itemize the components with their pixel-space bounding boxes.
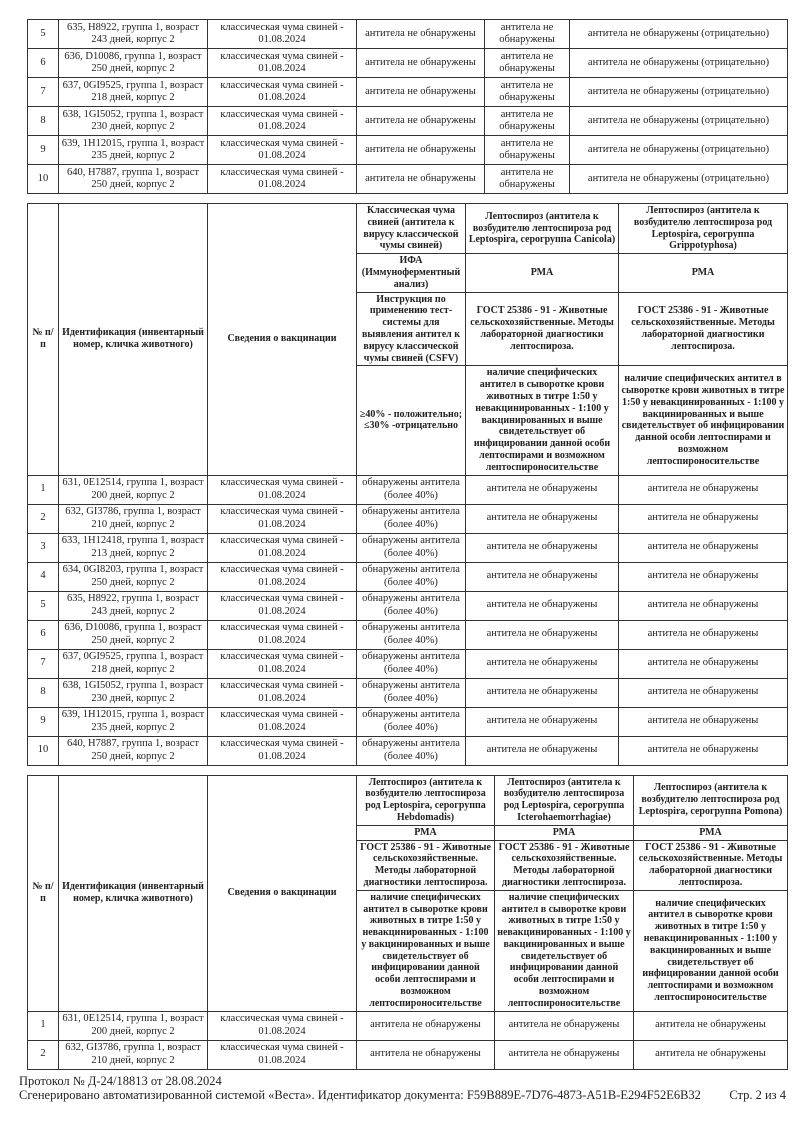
cell-result: антитела не обнаружены (357, 1011, 495, 1040)
results-table-leptospirosis-2 (27, 775, 788, 1070)
cell-vaccination: классическая чума свиней - 01.08.2024 (208, 591, 357, 620)
protocol-number: Протокол № Д-24/18813 от 28.08.2024 (19, 1073, 222, 1088)
table-row (28, 591, 788, 620)
header-standard: Инструкция по применению тест-системы для выявления антител к вирусу классической чумы свиней (CSFV) (357, 292, 466, 366)
header-standard: ГОСТ 25386 - 91 - Животные сельскохозяйственные. Методы лабораторной диагностики лептоспироза. (466, 292, 619, 366)
header-method: РМА (634, 825, 788, 840)
header-disease: Лептоспироз (антитела к возбудителю лептоспироза род Leptospira, серогруппа Pomona) (634, 775, 788, 825)
cell-number: 6 (28, 620, 59, 649)
header-method: РМА (357, 825, 495, 840)
cell-number: 5 (28, 591, 59, 620)
header-standard: ГОСТ 25386 - 91 - Животные сельскохозяйственные. Методы лабораторной диагностики лептоспироза. (634, 840, 788, 890)
cell-vaccination: классическая чума свиней - 01.08.2024 (208, 1011, 357, 1040)
footer-row (19, 1088, 786, 1102)
header-standard: ГОСТ 25386 - 91 - Животные сельскохозяйственные. Методы лабораторной диагностики лептоспироза. (495, 840, 634, 890)
cell-result: антитела не обнаружены (357, 49, 485, 78)
table-row (28, 136, 788, 165)
generated-by-note: Сгенерировано автоматизированной системой «Веста». Идентификатор документа: F59B889E-7D76-4873-A51B-E294F52E6B32 (19, 1087, 701, 1102)
cell-vaccination: классическая чума свиней - 01.08.2024 (208, 78, 357, 107)
results-table-continuation (27, 19, 788, 194)
cell-result: обнаружены антитела (более 40%) (357, 620, 466, 649)
table-row (28, 1040, 788, 1069)
cell-vaccination: классическая чума свиней - 01.08.2024 (208, 707, 357, 736)
cell-result: обнаружены антитела (более 40%) (357, 591, 466, 620)
cell-vaccination: классическая чума свиней - 01.08.2024 (208, 107, 357, 136)
cell-number: 3 (28, 533, 59, 562)
cell-vaccination: классическая чума свиней - 01.08.2024 (208, 533, 357, 562)
cell-result: антитела не обнаружены (466, 649, 619, 678)
cell-identification: 635, H8922, группа 1, возраст 243 дней, корпус 2 (59, 591, 208, 620)
cell-number: 8 (28, 678, 59, 707)
header-criteria: наличие специфических антител в сыворотке крови животных в титре 1:50 у невакцинированных - 1:100 у вакцинированных и выше свидетельствует об инфицировании данной особи лептоспирами и возможном лептоспироносительстве (466, 366, 619, 475)
header-number: № п/п (28, 775, 59, 1011)
cell-vaccination: классическая чума свиней - 01.08.2024 (208, 20, 357, 49)
cell-result: антитела не обнаружены (466, 504, 619, 533)
header-vaccination: Сведения о вакцинации (208, 204, 357, 476)
header-method: РМА (466, 254, 619, 292)
cell-result: антитела не обнаружены (357, 107, 485, 136)
cell-vaccination: классическая чума свиней - 01.08.2024 (208, 620, 357, 649)
cell-result: антитела не обнаружены (619, 475, 788, 504)
header-method: РМА (495, 825, 634, 840)
table-row (28, 649, 788, 678)
cell-result: обнаружены антитела (более 40%) (357, 678, 466, 707)
header-standard: ГОСТ 25386 - 91 - Животные сельскохозяйственные. Методы лабораторной диагностики лептоспироза. (619, 292, 788, 366)
cell-result: антитела не обнаружены (отрицательно) (570, 165, 788, 194)
cell-result: антитела не обнаружены (619, 562, 788, 591)
cell-result: антитела не обнаружены (357, 165, 485, 194)
table-row (28, 107, 788, 136)
header-method: ИФА (Иммуноферментный анализ) (357, 254, 466, 292)
table-row (28, 165, 788, 194)
cell-result: антитела не обнаружены (619, 533, 788, 562)
cell-identification: 632, GI3786, группа 1, возраст 210 дней, корпус 2 (59, 504, 208, 533)
header-method: РМА (619, 254, 788, 292)
table-row (28, 49, 788, 78)
header-criteria: наличие специфических антител в сыворотке крови животных в титре 1:50 у невакцинированных - 1:100 у вакцинированных и выше свидетельствует об инфицировании данной особи лептоспирами и возможном лептоспироносительстве (634, 890, 788, 1011)
cell-result: антитела не обнаружены (485, 49, 570, 78)
table-row (28, 678, 788, 707)
page-number: Стр. 2 из 4 (729, 1087, 786, 1102)
cell-result: антитела не обнаружены (634, 1011, 788, 1040)
cell-result: антитела не обнаружены (отрицательно) (570, 78, 788, 107)
cell-result: антитела не обнаружены (357, 136, 485, 165)
table-row (28, 620, 788, 649)
header-criteria: ≥40% - положительно; ≤30% -отрицательно (357, 366, 466, 475)
cell-result: антитела не обнаружены (619, 504, 788, 533)
cell-result: антитела не обнаружены (619, 707, 788, 736)
cell-number: 1 (28, 1011, 59, 1040)
cell-result: антитела не обнаружены (619, 591, 788, 620)
header-disease: Лептоспироз (антитела к возбудителю лептоспироза род Leptospira, серогруппа Icterohaemorrhagiae) (495, 775, 634, 825)
results-table-csf-leptospirosis (27, 203, 788, 766)
header-disease: Классическая чума свиней (антитела к вирусу классической чумы свиней) (357, 204, 466, 254)
cell-result: антитела не обнаружены (495, 1040, 634, 1069)
cell-number: 7 (28, 78, 59, 107)
cell-result: антитела не обнаружены (619, 649, 788, 678)
cell-result: обнаружены антитела (более 40%) (357, 736, 466, 765)
cell-result: антитела не обнаружены (357, 78, 485, 107)
header-disease: Лептоспироз (антитела к возбудителю лептоспироза род Leptospira, серогруппа Hebdomadis) (357, 775, 495, 825)
cell-result: обнаружены антитела (более 40%) (357, 649, 466, 678)
table-row (28, 533, 788, 562)
cell-number: 8 (28, 107, 59, 136)
page-footer (19, 1074, 786, 1102)
header-criteria: наличие специфических антител в сыворотке крови животных в титре 1:50 у невакцинированных - 1:100 у вакцинированных и выше свидетельствует об инфицировании данной особи лептоспирами и возможном лептоспироносительстве (619, 366, 788, 475)
cell-vaccination: классическая чума свиней - 01.08.2024 (208, 504, 357, 533)
cell-result: антитела не обнаружены (619, 620, 788, 649)
cell-number: 4 (28, 562, 59, 591)
cell-vaccination: классическая чума свиней - 01.08.2024 (208, 649, 357, 678)
cell-number: 2 (28, 504, 59, 533)
cell-result: антитела не обнаружены (485, 78, 570, 107)
table-row (28, 475, 788, 504)
header-criteria: наличие специфических антител в сыворотке крови животных в титре 1:50 у невакцинированных - 1:100 у вакцинированных и выше свидетельствует об инфицировании данной особи лептоспирами и возможном лептоспироносительстве (495, 890, 634, 1011)
cell-result: антитела не обнаружены (466, 475, 619, 504)
cell-result: антитела не обнаружены (466, 736, 619, 765)
cell-identification: 636, D10086, группа 1, возраст 250 дней, корпус 2 (59, 49, 208, 78)
header-identification: Идентификация (инвентарный номер, кличка животного) (59, 204, 208, 476)
cell-number: 5 (28, 20, 59, 49)
cell-result: антитела не обнаружены (466, 678, 619, 707)
cell-result: антитела не обнаружены (466, 620, 619, 649)
cell-identification: 632, GI3786, группа 1, возраст 210 дней, корпус 2 (59, 1040, 208, 1069)
cell-identification: 639, 1H12015, группа 1, возраст 235 дней, корпус 2 (59, 136, 208, 165)
cell-result: антитела не обнаружены (отрицательно) (570, 107, 788, 136)
cell-result: антитела не обнаружены (485, 107, 570, 136)
header-vaccination: Сведения о вакцинации (208, 775, 357, 1011)
cell-vaccination: классическая чума свиней - 01.08.2024 (208, 49, 357, 78)
cell-result: антитела не обнаружены (357, 1040, 495, 1069)
cell-vaccination: классическая чума свиней - 01.08.2024 (208, 736, 357, 765)
cell-identification: 631, 0E12514, группа 1, возраст 200 дней, корпус 2 (59, 475, 208, 504)
table-row (28, 736, 788, 765)
cell-result: антитела не обнаружены (отрицательно) (570, 136, 788, 165)
cell-identification: 638, 1GI5052, группа 1, возраст 230 дней, корпус 2 (59, 678, 208, 707)
header-number: № п/п (28, 204, 59, 476)
cell-identification: 631, 0E12514, группа 1, возраст 200 дней, корпус 2 (59, 1011, 208, 1040)
cell-result: антитела не обнаружены (отрицательно) (570, 20, 788, 49)
cell-result: антитела не обнаружены (отрицательно) (570, 49, 788, 78)
cell-number: 10 (28, 736, 59, 765)
cell-identification: 639, 1H12015, группа 1, возраст 235 дней, корпус 2 (59, 707, 208, 736)
table-row (28, 78, 788, 107)
cell-vaccination: классическая чума свиней - 01.08.2024 (208, 678, 357, 707)
cell-number: 2 (28, 1040, 59, 1069)
cell-identification: 637, 0GI9525, группа 1, возраст 218 дней, корпус 2 (59, 78, 208, 107)
cell-number: 10 (28, 165, 59, 194)
header-criteria: наличие специфических антител в сыворотке крови животных в титре 1:50 у невакцинированных - 1:100 у вакцинированных и выше свидетельствует об инфицировании данной особи лептоспирами и возможном лептоспироносительстве (357, 890, 495, 1011)
cell-result: антитела не обнаружены (466, 533, 619, 562)
cell-result: обнаружены антитела (более 40%) (357, 504, 466, 533)
table-row (28, 707, 788, 736)
cell-identification: 638, 1GI5052, группа 1, возраст 230 дней, корпус 2 (59, 107, 208, 136)
header-standard: ГОСТ 25386 - 91 - Животные сельскохозяйственные. Методы лабораторной диагностики лептоспироза. (357, 840, 495, 890)
cell-number: 9 (28, 707, 59, 736)
table-row (28, 1011, 788, 1040)
header-identification: Идентификация (инвентарный номер, кличка животного) (59, 775, 208, 1011)
cell-result: антитела не обнаружены (357, 20, 485, 49)
table-row (28, 562, 788, 591)
cell-identification: 640, H7887, группа 1, возраст 250 дней, корпус 2 (59, 736, 208, 765)
cell-vaccination: классическая чума свиней - 01.08.2024 (208, 1040, 357, 1069)
cell-result: антитела не обнаружены (466, 707, 619, 736)
cell-identification: 634, 0GI8203, группа 1, возраст 250 дней, корпус 2 (59, 562, 208, 591)
cell-identification: 633, 1H12418, группа 1, возраст 213 дней, корпус 2 (59, 533, 208, 562)
cell-result: антитела не обнаружены (485, 20, 570, 49)
header-disease: Лептоспироз (антитела к возбудителю лептоспироза род Leptospira, серогруппа Canicola) (466, 204, 619, 254)
cell-result: обнаружены антитела (более 40%) (357, 562, 466, 591)
cell-result: антитела не обнаружены (485, 136, 570, 165)
cell-number: 6 (28, 49, 59, 78)
cell-result: антитела не обнаружены (634, 1040, 788, 1069)
cell-identification: 635, H8922, группа 1, возраст 243 дней, корпус 2 (59, 20, 208, 49)
cell-vaccination: классическая чума свиней - 01.08.2024 (208, 475, 357, 504)
cell-vaccination: классическая чума свиней - 01.08.2024 (208, 562, 357, 591)
cell-identification: 637, 0GI9525, группа 1, возраст 218 дней, корпус 2 (59, 649, 208, 678)
cell-identification: 636, D10086, группа 1, возраст 250 дней, корпус 2 (59, 620, 208, 649)
table-row (28, 20, 788, 49)
cell-result: обнаружены антитела (более 40%) (357, 707, 466, 736)
cell-vaccination: классическая чума свиней - 01.08.2024 (208, 165, 357, 194)
cell-result: антитела не обнаружены (619, 736, 788, 765)
cell-number: 1 (28, 475, 59, 504)
cell-result: антитела не обнаружены (466, 562, 619, 591)
cell-identification: 640, H7887, группа 1, возраст 250 дней, корпус 2 (59, 165, 208, 194)
cell-result: антитела не обнаружены (495, 1011, 634, 1040)
table-row (28, 504, 788, 533)
cell-result: антитела не обнаружены (619, 678, 788, 707)
cell-vaccination: классическая чума свиней - 01.08.2024 (208, 136, 357, 165)
cell-number: 7 (28, 649, 59, 678)
cell-result: антитела не обнаружены (485, 165, 570, 194)
cell-number: 9 (28, 136, 59, 165)
header-disease: Лептоспироз (антитела к возбудителю лептоспироза род Leptospira, серогруппа Grippotyphosa) (619, 204, 788, 254)
cell-result: обнаружены антитела (более 40%) (357, 533, 466, 562)
cell-result: обнаружены антитела (более 40%) (357, 475, 466, 504)
cell-result: антитела не обнаружены (466, 591, 619, 620)
